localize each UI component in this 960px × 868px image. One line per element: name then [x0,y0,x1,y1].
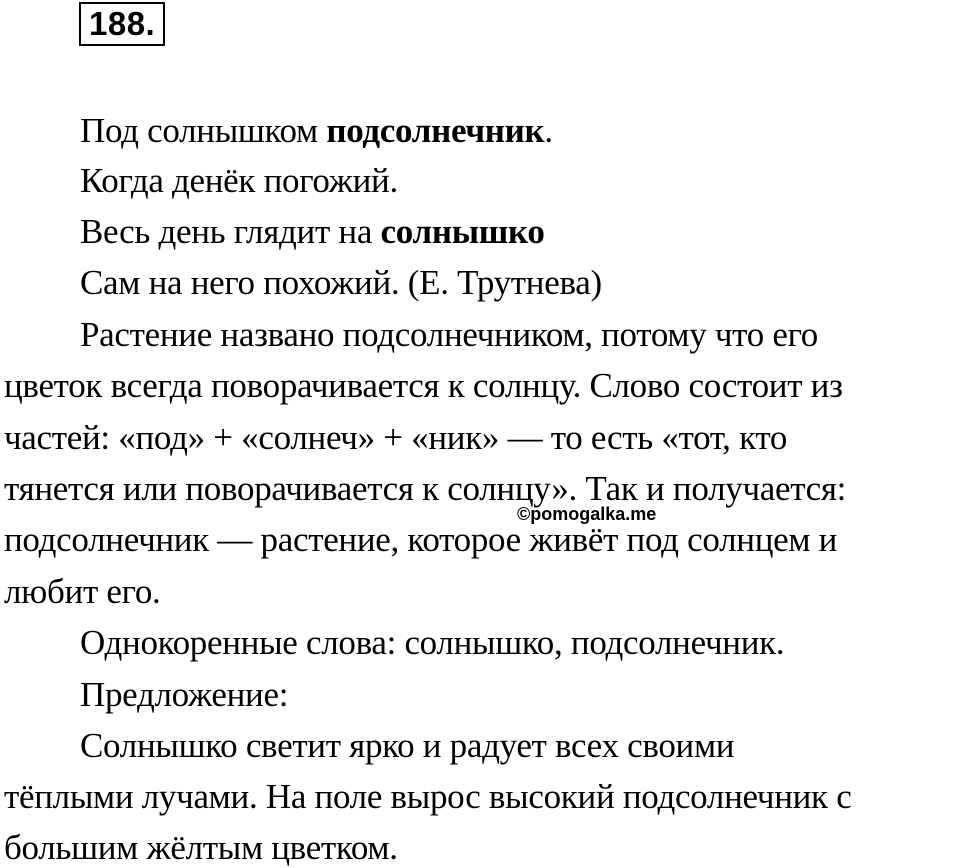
poem-bold-word-sun: солнышко [380,212,545,251]
poem-line-4: Сам на него похожий. (Е. Трутнева) [80,263,602,302]
watermark: ©pomogalka.me [517,504,657,524]
cognate-words: Однокоренные слова: солнышко, подсолнечник. [80,623,785,662]
poem-line-1-punct: . [544,111,553,150]
explanation-line-5: подсолнечник — растение, которое живёт под солнцем и [4,520,838,559]
poem-line-1 [80,111,553,151]
explanation-line-4: тянется или поворачивается к солнцу». Так и получается: [4,469,847,508]
poem-line-2: Когда денёк погожий. [80,161,398,200]
explanation-line-3: частей: «под» + «солнеч» + «ник» — то есть «тот, кто [4,418,788,457]
poem-line-3-text: Весь день глядит на [80,212,381,251]
poem-bold-word-sunflower: подсолнечник [326,111,545,150]
explanation-line-2: цветок всегда поворачивается к солнцу. Слово состоит из [4,366,843,405]
sentence-line-3: большим жёлтым цветком. [4,828,398,867]
sentence-label: Предложение: [80,675,289,714]
sentence-line-2: тёплыми лучами. На поле вырос высокий подсолнечник с [4,777,852,816]
sentence-line-1: Солнышко светит ярко и радует всех своими [80,726,735,765]
task-number-box: 188. [79,2,165,46]
explanation-line-6: любит его. [4,572,161,611]
explanation-line-1: Растение названо подсолнечником, потому что его [80,315,818,354]
poem-line-3 [80,212,545,252]
poem-line-1-text: Под солнышком [80,111,327,150]
